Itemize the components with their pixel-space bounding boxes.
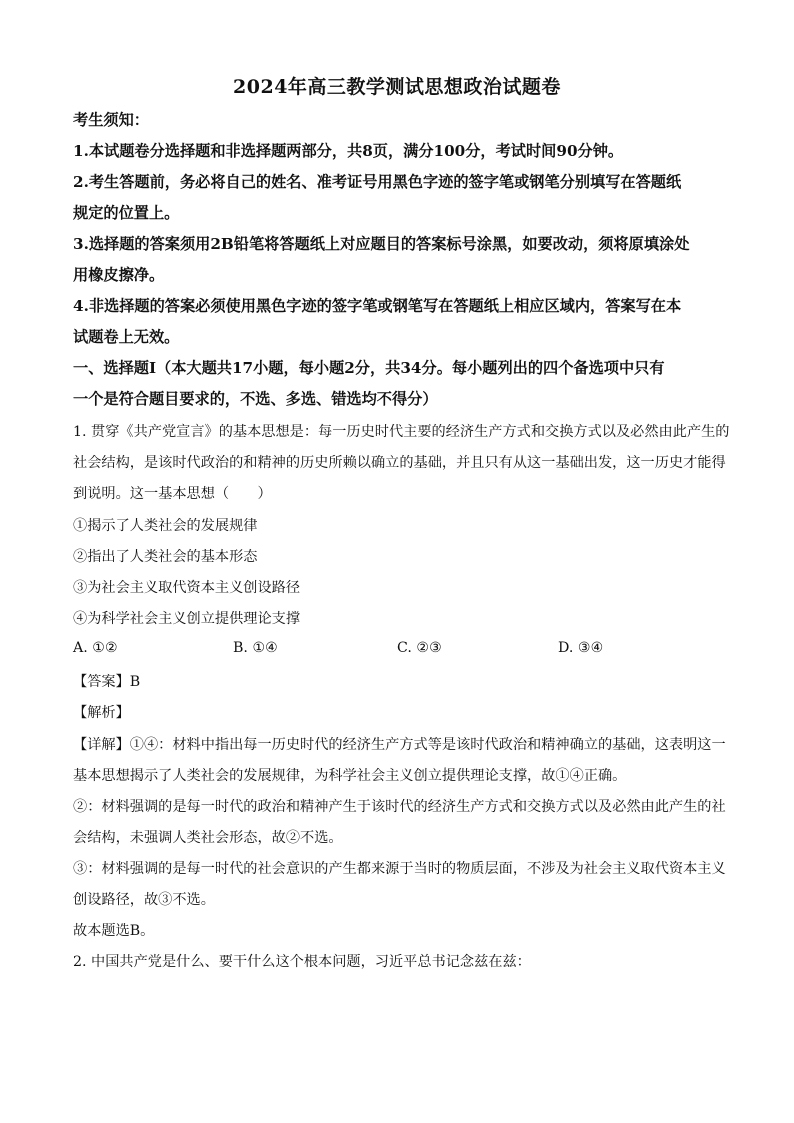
statement-item: ③为社会主义取代资本主义创设路径 [73, 580, 301, 596]
notice-line: 3.选择题的答案须用2B铅笔将答题纸上对应题目的答案标号涂黑，如要改动，须将原填涂处 [73, 235, 690, 253]
notice-line: 1.本试题卷分选择题和非选择题两部分，共8页，满分100分，考试时间90分钟。 [73, 142, 624, 160]
answer-label: 【答案】B [73, 674, 141, 690]
question-stem: 2. 中国共产党是什么、要干什么这个根本问题，习近平总书记念兹在兹： [73, 954, 531, 970]
detail-line: ②：材料强调的是每一时代的政治和精神产生于该时代的经济生产方式和交换方式以及必然由此产生的社 [73, 799, 726, 815]
detail-line: ③：材料强调的是每一时代的社会意识的产生都来源于当时的物质层面，不涉及为社会主义取代资本主义 [73, 861, 726, 877]
section-heading: 一、选择题Ⅰ（本大题共17小题，每小题2分，共34分。每小题列出的四个备选项中只有 [73, 359, 665, 377]
detail-line: 故本题选B。 [73, 923, 155, 939]
notice-line: 用橡皮擦净。 [73, 266, 165, 284]
detail-line: 会结构，未强调人类社会形态，故②不选。 [73, 830, 343, 846]
notice-line: 试题卷上无效。 [73, 328, 180, 346]
notice-line: 4.非选择题的答案必须使用黑色字迹的签字笔或钢笔写在答题纸上相应区域内，答案写在本 [73, 297, 682, 315]
detail-line: 创设路径，故③不选。 [73, 892, 215, 908]
option-d: D. ③④ [558, 640, 604, 656]
question-stem: 社会结构，是该时代政治的和精神的历史所赖以确立的基础，并且只有从这一基础出发，这一历史才能得 [73, 455, 726, 471]
detail-line: 【详解】①④：材料中指出每一历史时代的经济生产方式等是该时代政治和精神确立的基础，这表明这一 [73, 737, 726, 753]
statement-item: ①揭示了人类社会的发展规律 [73, 518, 258, 534]
question-stem: 1. 贯穿《共产党宣言》的基本思想是：每一历史时代主要的经济生产方式和交换方式以及必然由此产生的 [73, 424, 730, 440]
answer-options [73, 640, 733, 660]
question-stem: 到说明。这一基本思想（ ） [73, 486, 272, 502]
option-c: C. ②③ [397, 640, 442, 656]
statement-item: ②指出了人类社会的基本形态 [73, 549, 258, 565]
notice-line: 2.考生答题前，务必将自己的姓名、准考证号用黑色字迹的签字笔或钢笔分别填写在答题纸 [73, 173, 682, 191]
section-heading: 一个是符合题目要求的，不选、多选、错选均不得分） [73, 390, 438, 408]
page-title: 2024年高三教学测试思想政治试题卷 [233, 76, 561, 98]
statement-item: ④为科学社会主义创立提供理论支撑 [73, 611, 301, 627]
option-b: B. ①④ [233, 640, 278, 656]
option-a: A. ①② [73, 640, 118, 656]
notice-line: 规定的位置上。 [73, 204, 180, 222]
detail-line: 基本思想揭示了人类社会的发展规律，为科学社会主义创立提供理论支撑，故①④正确。 [73, 768, 627, 784]
analysis-label: 【解析】 [73, 705, 130, 721]
notice-heading: 考生须知： [73, 111, 149, 129]
